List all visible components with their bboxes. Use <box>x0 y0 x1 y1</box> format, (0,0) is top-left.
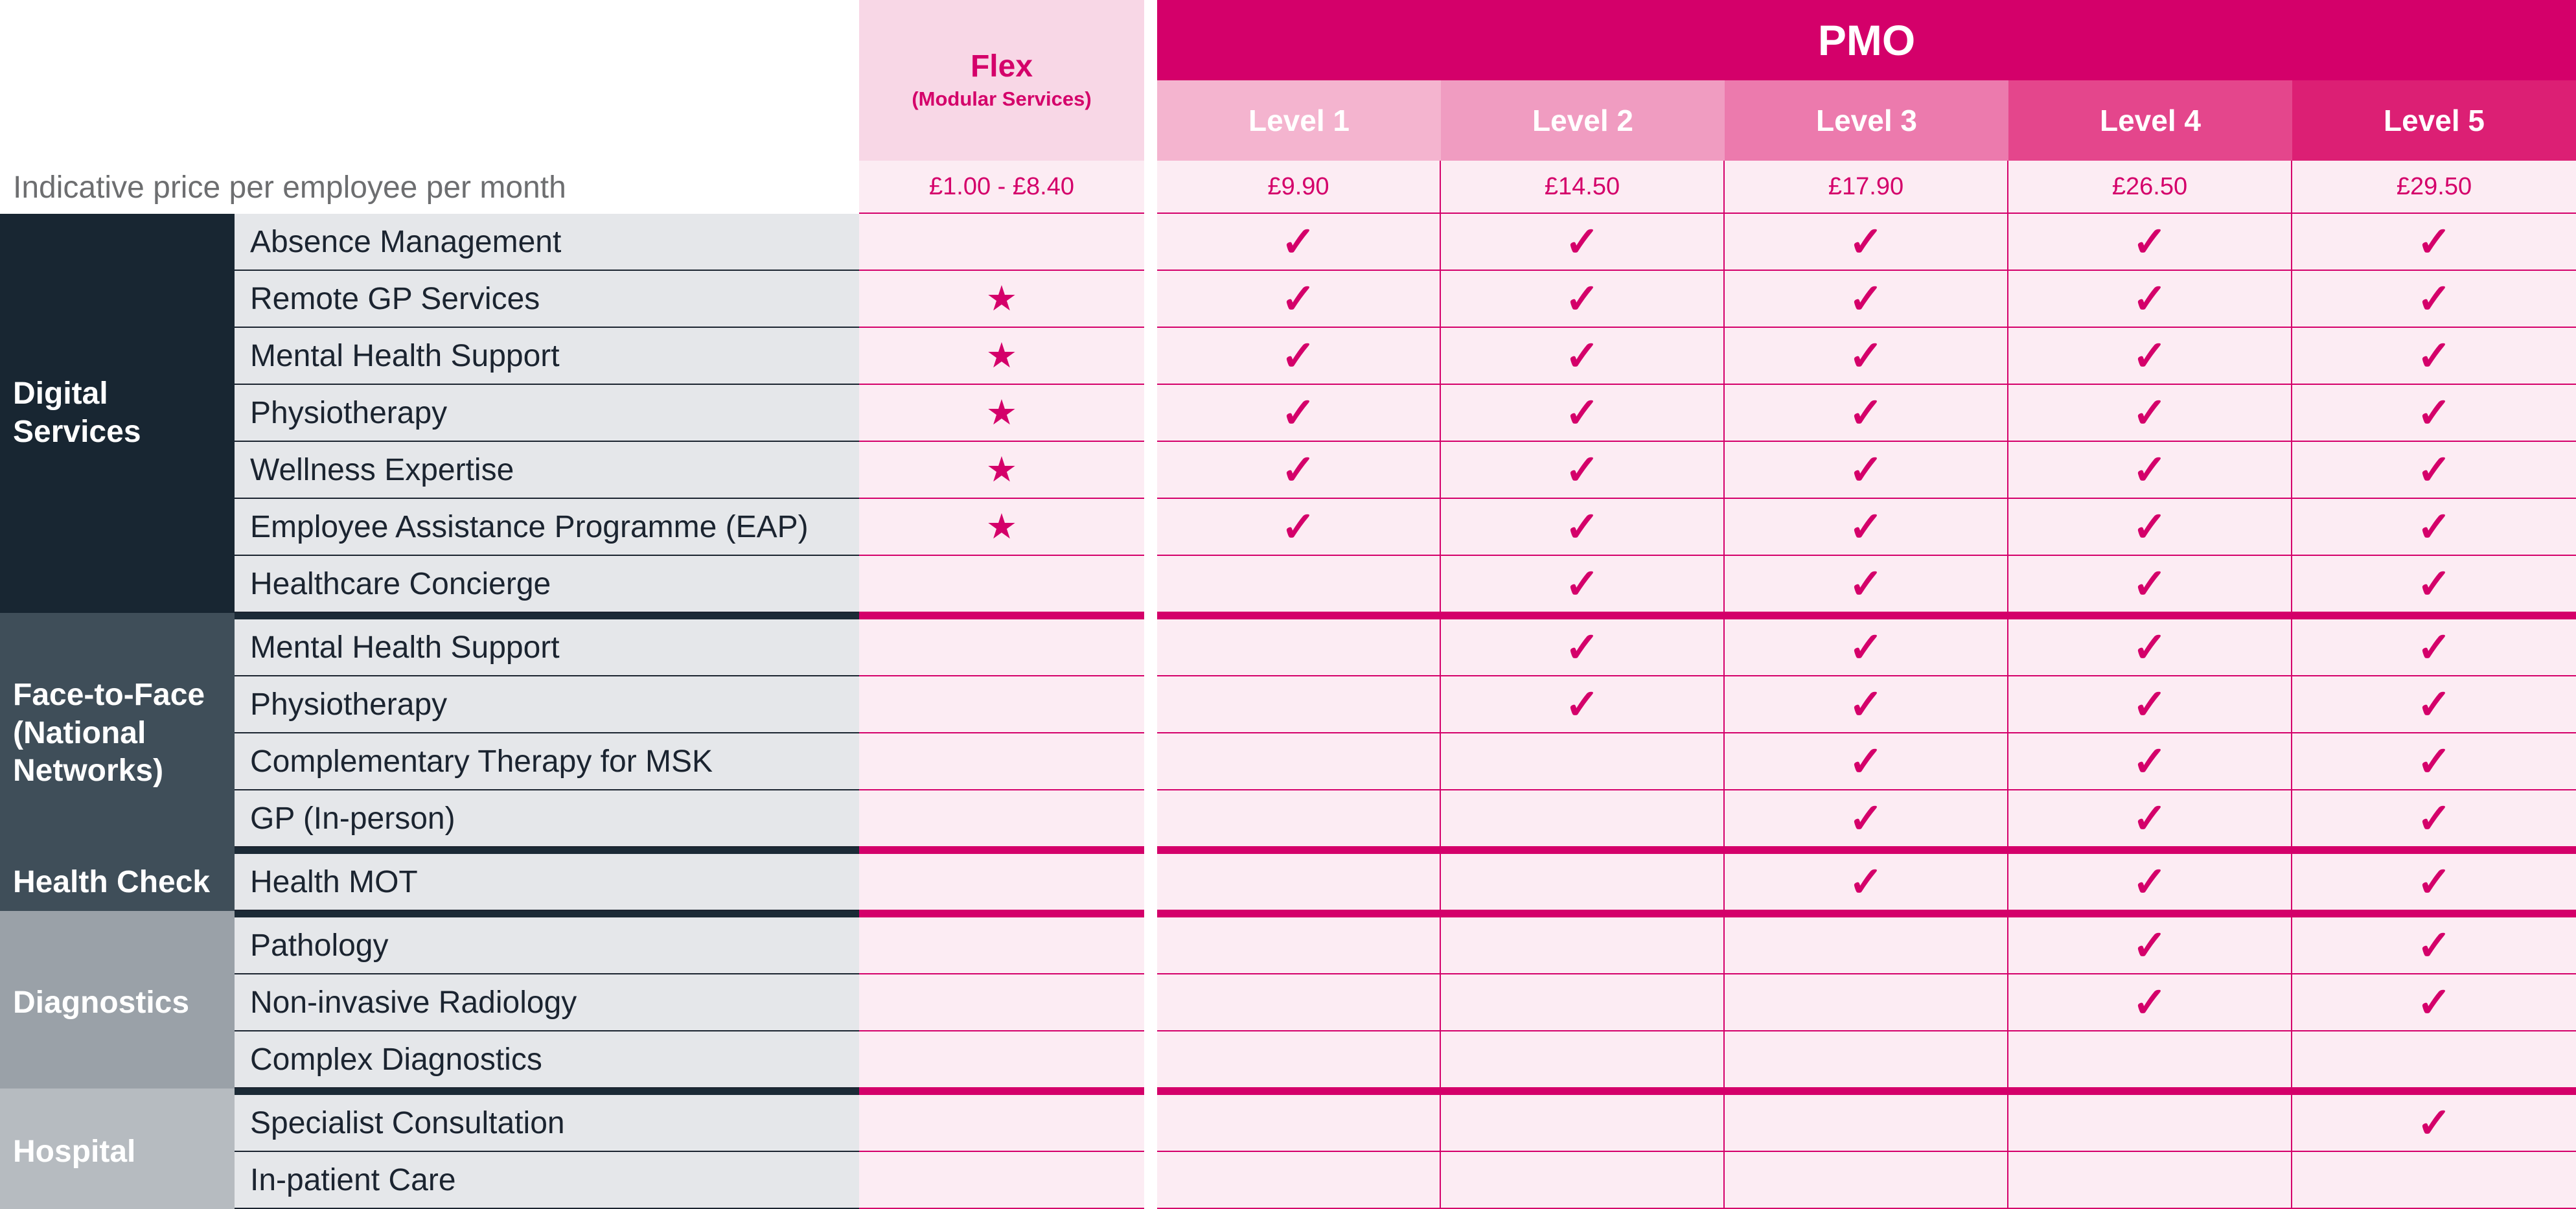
star-icon: ★ <box>985 393 1018 432</box>
flex-cell <box>859 676 1144 733</box>
category-divider <box>1157 1088 2576 1095</box>
check-icon: ✓ <box>1848 332 1883 379</box>
flex-cell <box>859 790 1144 847</box>
check-icon: ✓ <box>1565 624 1600 671</box>
check-icon: ✓ <box>2417 218 2452 265</box>
level-3-cell <box>1725 1152 2008 1209</box>
level-5-cell <box>2292 1031 2576 1088</box>
level-5-cell <box>2292 214 2576 271</box>
check-icon: ✓ <box>2132 681 2167 728</box>
level-2-cell <box>1441 733 1725 790</box>
check-icon: ✓ <box>1565 218 1600 265</box>
category-divider <box>235 1088 859 1095</box>
flex-cell <box>859 499 1144 556</box>
check-icon: ✓ <box>2132 560 2167 607</box>
check-icon: ✓ <box>1565 389 1600 436</box>
service-name: Physiotherapy <box>235 676 859 733</box>
level-3-cell <box>1725 385 2008 442</box>
level-5-header: Level 5 <box>2292 80 2576 161</box>
service-name: Mental Health Support <box>235 619 859 676</box>
level-3-cell <box>1725 854 2008 911</box>
flex-cell <box>859 385 1144 442</box>
level-4-cell <box>2008 676 2292 733</box>
level-3-header: Level 3 <box>1725 80 2008 161</box>
level-3-cell <box>1725 917 2008 974</box>
level-2-cell <box>1441 1031 1725 1088</box>
star-icon: ★ <box>985 279 1018 318</box>
category-divider <box>235 911 859 917</box>
check-icon: ✓ <box>2132 389 2167 436</box>
flex-column-header <box>859 0 1144 161</box>
level-3-cell <box>1725 556 2008 613</box>
check-icon: ✓ <box>1281 332 1316 379</box>
category-divider <box>0 911 235 917</box>
category-label: Diagnostics <box>0 917 235 1088</box>
service-name: Complex Diagnostics <box>235 1031 859 1088</box>
check-icon: ✓ <box>2417 389 2452 436</box>
level-4-header: Level 4 <box>2008 80 2292 161</box>
category-label: Face-to-Face (National Networks) <box>0 619 235 847</box>
level-1-cell <box>1157 214 1441 271</box>
level-2-cell <box>1441 1095 1725 1152</box>
service-name: Remote GP Services <box>235 271 859 328</box>
flex-cell <box>859 328 1144 385</box>
level-2-cell <box>1441 917 1725 974</box>
level-5-cell <box>2292 917 2576 974</box>
service-name: Healthcare Concierge <box>235 556 859 613</box>
level-2-cell <box>1441 854 1725 911</box>
level-3-cell <box>1725 1095 2008 1152</box>
service-name: Pathology <box>235 917 859 974</box>
check-icon: ✓ <box>2417 446 2452 493</box>
category-divider <box>1157 847 2576 854</box>
check-icon: ✓ <box>2132 275 2167 322</box>
category-divider <box>859 911 1144 917</box>
level-1-cell <box>1157 328 1441 385</box>
level-5-cell <box>2292 619 2576 676</box>
level-2-header: Level 2 <box>1441 80 1725 161</box>
level-4-cell <box>2008 733 2292 790</box>
level-1-header: Level 1 <box>1157 80 1441 161</box>
category-label: Digital Services <box>0 214 235 613</box>
check-icon: ✓ <box>2417 858 2452 905</box>
level-4-cell <box>2008 619 2292 676</box>
check-icon: ✓ <box>2417 503 2452 550</box>
category-label: Health Check <box>0 854 235 911</box>
check-icon: ✓ <box>2132 332 2167 379</box>
level-1-cell <box>1157 974 1441 1031</box>
check-icon: ✓ <box>1281 446 1316 493</box>
flex-cell <box>859 733 1144 790</box>
level-1-cell <box>1157 733 1441 790</box>
check-icon: ✓ <box>2417 979 2452 1026</box>
price-level-3: £17.90 <box>1725 161 2008 214</box>
service-name: Health MOT <box>235 854 859 911</box>
level-1-cell <box>1157 271 1441 328</box>
flex-cell <box>859 1095 1144 1152</box>
level-1-cell <box>1157 1031 1441 1088</box>
service-name: Wellness Expertise <box>235 442 859 499</box>
level-2-cell <box>1441 385 1725 442</box>
level-3-cell <box>1725 214 2008 271</box>
service-name: Mental Health Support <box>235 328 859 385</box>
check-icon: ✓ <box>2132 624 2167 671</box>
flex-cell <box>859 556 1144 613</box>
check-icon: ✓ <box>1565 681 1600 728</box>
check-icon: ✓ <box>1565 503 1600 550</box>
check-icon: ✓ <box>1848 681 1883 728</box>
level-1-cell <box>1157 676 1441 733</box>
category-divider <box>1157 613 2576 619</box>
check-icon: ✓ <box>1848 624 1883 671</box>
service-name: Specialist Consultation <box>235 1095 859 1152</box>
level-1-cell <box>1157 790 1441 847</box>
level-3-cell <box>1725 271 2008 328</box>
category-divider <box>859 1088 1144 1095</box>
level-3-cell <box>1725 442 2008 499</box>
check-icon: ✓ <box>2417 275 2452 322</box>
star-icon: ★ <box>985 507 1018 546</box>
service-name: GP (In-person) <box>235 790 859 847</box>
check-icon: ✓ <box>2417 1100 2452 1146</box>
level-4-cell <box>2008 974 2292 1031</box>
level-3-cell <box>1725 974 2008 1031</box>
check-icon: ✓ <box>1281 503 1316 550</box>
check-icon: ✓ <box>2132 218 2167 265</box>
level-4-cell <box>2008 854 2292 911</box>
service-name: Physiotherapy <box>235 385 859 442</box>
level-4-cell <box>2008 271 2292 328</box>
level-4-cell <box>2008 328 2292 385</box>
service-name: Employee Assistance Programme (EAP) <box>235 499 859 556</box>
category-divider <box>859 847 1144 854</box>
category-label: Hospital <box>0 1095 235 1209</box>
level-5-cell <box>2292 385 2576 442</box>
level-4-cell <box>2008 1152 2292 1209</box>
check-icon: ✓ <box>1565 446 1600 493</box>
level-2-cell <box>1441 974 1725 1031</box>
check-icon: ✓ <box>1848 560 1883 607</box>
level-2-cell <box>1441 619 1725 676</box>
level-3-cell <box>1725 1031 2008 1088</box>
check-icon: ✓ <box>2132 979 2167 1026</box>
level-5-cell <box>2292 442 2576 499</box>
level-3-cell <box>1725 328 2008 385</box>
level-3-cell <box>1725 790 2008 847</box>
pmo-header: PMO <box>1157 0 2576 80</box>
flex-cell <box>859 917 1144 974</box>
level-4-cell <box>2008 1031 2292 1088</box>
flex-subtitle: (Modular Services) <box>912 87 1092 111</box>
check-icon: ✓ <box>1848 738 1883 785</box>
category-divider <box>0 613 235 619</box>
flex-cell <box>859 1031 1144 1088</box>
level-4-cell <box>2008 214 2292 271</box>
check-icon: ✓ <box>2132 503 2167 550</box>
check-icon: ✓ <box>1848 503 1883 550</box>
service-name: Absence Management <box>235 214 859 271</box>
level-3-cell <box>1725 499 2008 556</box>
level-2-cell <box>1441 499 1725 556</box>
check-icon: ✓ <box>2417 681 2452 728</box>
flex-cell <box>859 974 1144 1031</box>
level-1-cell <box>1157 1152 1441 1209</box>
level-4-cell <box>2008 790 2292 847</box>
check-icon: ✓ <box>2132 446 2167 493</box>
check-icon: ✓ <box>1848 275 1883 322</box>
flex-cell <box>859 442 1144 499</box>
level-1-cell <box>1157 385 1441 442</box>
price-row-label: Indicative price per employee per month <box>13 170 566 205</box>
check-icon: ✓ <box>2417 738 2452 785</box>
level-2-cell <box>1441 442 1725 499</box>
check-icon: ✓ <box>1848 795 1883 842</box>
check-icon: ✓ <box>2417 332 2452 379</box>
level-2-cell <box>1441 1152 1725 1209</box>
level-1-cell <box>1157 619 1441 676</box>
check-icon: ✓ <box>1565 560 1600 607</box>
level-1-cell <box>1157 556 1441 613</box>
check-icon: ✓ <box>1848 218 1883 265</box>
category-divider <box>235 613 859 619</box>
level-5-cell <box>2292 1152 2576 1209</box>
check-icon: ✓ <box>1848 858 1883 905</box>
flex-cell <box>859 271 1144 328</box>
check-icon: ✓ <box>2132 795 2167 842</box>
level-1-cell <box>1157 442 1441 499</box>
check-icon: ✓ <box>2132 922 2167 969</box>
level-4-cell <box>2008 442 2292 499</box>
price-level-1: £9.90 <box>1157 161 1441 214</box>
level-5-cell <box>2292 328 2576 385</box>
check-icon: ✓ <box>2417 795 2452 842</box>
check-icon: ✓ <box>2132 858 2167 905</box>
check-icon: ✓ <box>2417 560 2452 607</box>
price-level-5: £29.50 <box>2292 161 2576 214</box>
category-divider <box>1157 911 2576 917</box>
check-icon: ✓ <box>1565 275 1600 322</box>
level-5-cell <box>2292 974 2576 1031</box>
check-icon: ✓ <box>1281 275 1316 322</box>
level-5-cell <box>2292 271 2576 328</box>
level-4-cell <box>2008 917 2292 974</box>
level-2-cell <box>1441 214 1725 271</box>
level-2-cell <box>1441 556 1725 613</box>
check-icon: ✓ <box>1281 389 1316 436</box>
level-1-cell <box>1157 1095 1441 1152</box>
check-icon: ✓ <box>1281 218 1316 265</box>
level-5-cell <box>2292 499 2576 556</box>
service-name: In-patient Care <box>235 1152 859 1209</box>
flex-cell <box>859 214 1144 271</box>
price-level-4: £26.50 <box>2008 161 2292 214</box>
level-3-cell <box>1725 619 2008 676</box>
category-divider <box>0 847 235 854</box>
level-4-cell <box>2008 556 2292 613</box>
level-4-cell <box>2008 385 2292 442</box>
star-icon: ★ <box>985 450 1018 489</box>
check-icon: ✓ <box>2417 922 2452 969</box>
level-5-cell <box>2292 733 2576 790</box>
level-2-cell <box>1441 790 1725 847</box>
column-gap <box>1144 0 1157 1187</box>
level-2-cell <box>1441 271 1725 328</box>
check-icon: ✓ <box>1848 446 1883 493</box>
flex-cell <box>859 1152 1144 1209</box>
flex-cell <box>859 854 1144 911</box>
level-2-cell <box>1441 328 1725 385</box>
check-icon: ✓ <box>2132 738 2167 785</box>
price-level-2: £14.50 <box>1441 161 1725 214</box>
check-icon: ✓ <box>2417 624 2452 671</box>
check-icon: ✓ <box>1565 332 1600 379</box>
service-name: Complementary Therapy for MSK <box>235 733 859 790</box>
level-5-cell <box>2292 1095 2576 1152</box>
level-1-cell <box>1157 854 1441 911</box>
level-1-cell <box>1157 917 1441 974</box>
level-5-cell <box>2292 676 2576 733</box>
flex-cell <box>859 619 1144 676</box>
level-2-cell <box>1441 676 1725 733</box>
category-divider <box>859 613 1144 619</box>
level-5-cell <box>2292 854 2576 911</box>
level-3-cell <box>1725 676 2008 733</box>
category-divider <box>235 847 859 854</box>
category-divider <box>0 1088 235 1095</box>
flex-title: Flex <box>970 49 1033 84</box>
level-4-cell <box>2008 1095 2292 1152</box>
check-icon: ✓ <box>1848 389 1883 436</box>
star-icon: ★ <box>985 336 1018 375</box>
service-name: Non-invasive Radiology <box>235 974 859 1031</box>
price-flex: £1.00 - £8.40 <box>859 161 1144 214</box>
level-5-cell <box>2292 556 2576 613</box>
level-3-cell <box>1725 733 2008 790</box>
level-4-cell <box>2008 499 2292 556</box>
level-1-cell <box>1157 499 1441 556</box>
level-5-cell <box>2292 790 2576 847</box>
